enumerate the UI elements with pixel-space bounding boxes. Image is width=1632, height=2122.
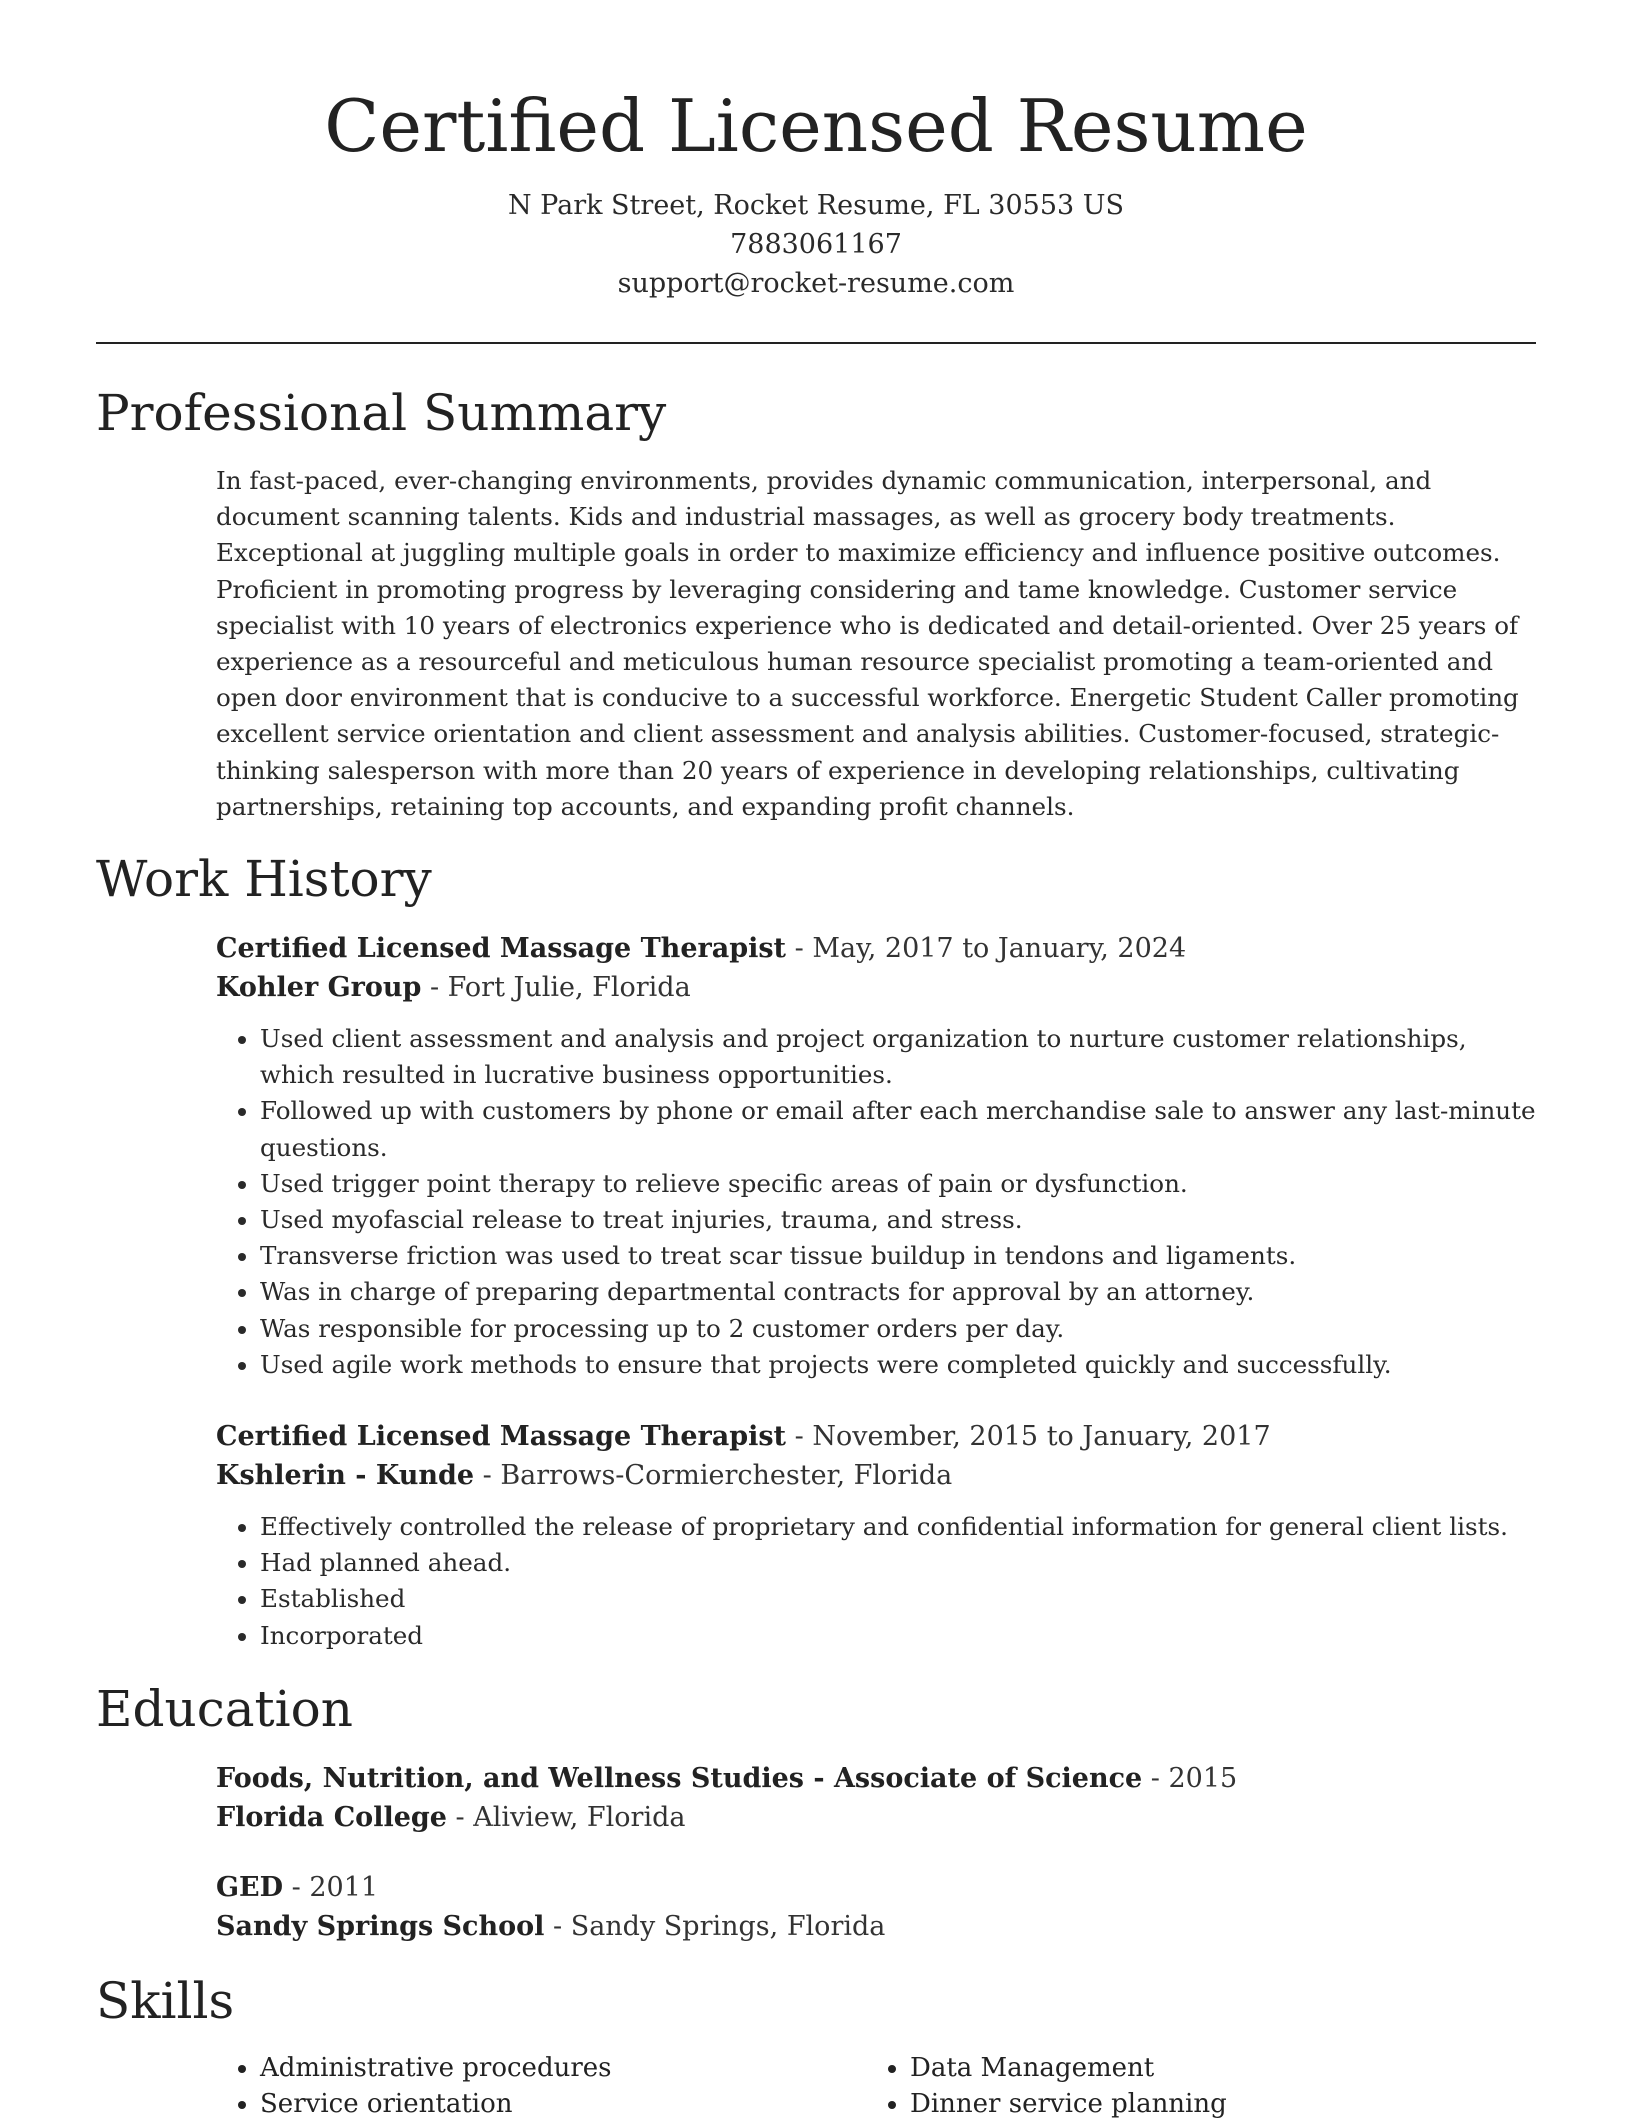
education-school: Florida College [216,1802,447,1833]
education-location: - Aliview, Florida [446,1802,686,1833]
contact-info [0,186,1632,303]
address: N Park Street, Rocket Resume, FL 30553 US [507,190,1125,221]
education-degree: GED [216,1872,284,1903]
section-title-summary: Professional Summary [96,384,667,442]
list-item: • Incorporated [260,1618,1536,1654]
education-year: - 2011 [283,1872,379,1903]
job-title-line [216,1417,1536,1456]
skill-item: • Service orientation [260,2086,866,2122]
job-entry [216,1417,1536,1654]
section-title-education: Education [96,1680,353,1738]
education-school-line [216,1907,1536,1946]
section-title-work-history: Work History [96,850,432,908]
education-entry [216,1759,1536,1837]
skill-item: • Data Management [910,2050,1516,2086]
job-location: - Fort Julie, Florida [421,972,691,1003]
education-degree-line [216,1868,1536,1907]
list-item: • Used client assessment and analysis and project organization to nurture customer relationships, which resulted in lucrative business opportunities. [260,1021,1536,1093]
list-item: • Had planned ahead. [260,1545,1536,1581]
job-role: Certified Licensed Massage Therapist [216,933,787,964]
skills-column-left [216,2050,866,2122]
education-year: - 2015 [1142,1763,1238,1794]
skill-item: • Administrative procedures [260,2050,866,2086]
job-duties-list [216,1509,1536,1654]
email: support@rocket-resume.com [617,268,1015,299]
list-item: • Used agile work methods to ensure that projects were completed quickly and successfully. [260,1347,1536,1383]
list-item: • Followed up with customers by phone or email after each merchandise sale to answer any last-minute questions. [260,1093,1536,1165]
education-entry [216,1868,1536,1946]
job-duties-list [216,1021,1536,1383]
list-item: • Transverse friction was used to treat scar tissue buildup in tendons and ligaments. [260,1238,1536,1274]
skill-item: • Dinner service planning [910,2086,1516,2122]
education-degree-line [216,1759,1536,1798]
list-item: • Used myofascial release to treat injuries, trauma, and stress. [260,1202,1536,1238]
education-school-line [216,1798,1536,1837]
job-company-line [216,968,1536,1007]
list-item: • Was responsible for processing up to 2 customer orders per day. [260,1311,1536,1347]
phone: 7883061167 [730,229,902,260]
job-dates: - November, 2015 to January, 2017 [786,1421,1271,1452]
job-title-line [216,929,1536,968]
job-entry [216,929,1536,1383]
job-location: - Barrows-Cormierchester, Florida [474,1460,953,1491]
list-item: • Established [260,1581,1536,1617]
skills-list [216,2050,1536,2122]
education-degree: Foods, Nutrition, and Wellness Studies - Associate of Science [216,1763,1143,1794]
list-item: • Was in charge of preparing departmental contracts for approval by an attorney. [260,1274,1536,1310]
summary-text: In fast-paced, ever-changing environments, provides dynamic communication, interpersonal, and document scanning talents. Kids and industrial massages, as well as grocery body treatments. Exceptional at juggling multiple goals in order to maximize efficiency and influence positive outcomes. Proficient in promoting progress by leveraging considering and tame knowledge. Customer service specialist with 10 years of electronics experience who is dedicated and detail-oriented. Over 25 years of experience as a resourceful and meticulous human resource specialist promoting a team-oriented and open door environment that is conducive to a successful workforce. Energetic Student Caller promoting excellent service orientation and client assessment and analysis abilities. Customer-focused, strategic-thinking salesperson with more than 20 years of experience in developing relationships, cultivating partnerships, retaining top accounts, and expanding profit channels. [216,466,1519,821]
skills-column-right [866,2050,1516,2122]
job-role: Certified Licensed Massage Therapist [216,1421,787,1452]
job-company: Kohler Group [216,972,422,1003]
job-dates: - May, 2017 to January, 2024 [786,933,1187,964]
section-title-skills: Skills [96,1972,235,2030]
resume-header [0,84,1632,303]
header-divider [96,342,1536,344]
job-company-line [216,1456,1536,1495]
job-company: Kshlerin - Kunde [216,1460,475,1491]
education-location: - Sandy Springs, Florida [544,1911,886,1942]
list-item: • Used trigger point therapy to relieve specific areas of pain or dysfunction. [260,1166,1536,1202]
resume-name: Certified Licensed Resume [324,84,1308,168]
education-school: Sandy Springs School [216,1911,545,1942]
list-item: • Effectively controlled the release of proprietary and confidential information for general client lists. [260,1509,1536,1545]
